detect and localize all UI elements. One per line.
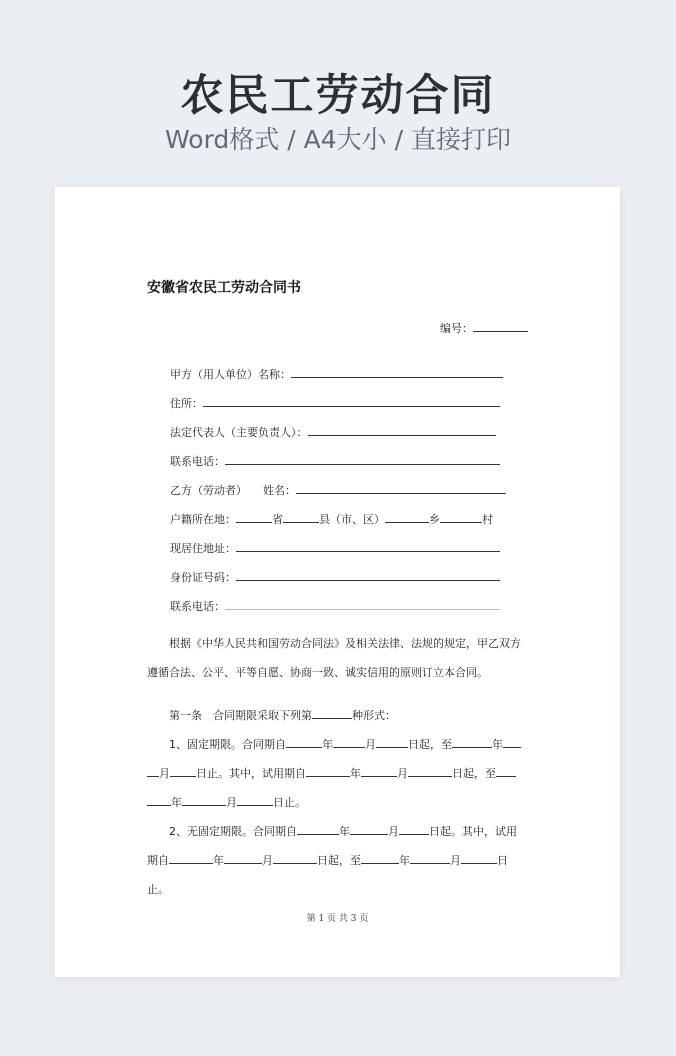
fill-line: [440, 510, 482, 523]
field-label: 姓名：: [263, 484, 296, 497]
field-label: 乙方（劳动者）: [170, 484, 247, 497]
field-label: 村: [482, 513, 493, 526]
field-label: 甲方（用人单位）名称：: [170, 368, 291, 381]
field-label: 联系电话：: [170, 455, 225, 468]
field-label: 身份证号码：: [170, 571, 236, 584]
fill-line: [225, 452, 500, 465]
field-label: 县（市、区）: [319, 513, 385, 526]
fill-line: [225, 597, 500, 610]
fill-line: [385, 510, 429, 523]
document-title: 安徽省农民工劳动合同书: [147, 280, 301, 296]
banner-title: 农民工劳动合同: [180, 71, 496, 121]
fill-line: [236, 510, 272, 523]
fill-line: [296, 481, 506, 494]
fill-line: [236, 539, 500, 552]
field-label: 住所：: [170, 397, 203, 410]
fill-line: [203, 394, 500, 407]
field-label: 省: [272, 513, 283, 526]
field-address: [170, 394, 500, 411]
field-hukou: [170, 510, 493, 527]
article-1-item-2-end: 止。: [147, 883, 169, 896]
article-1-item-2-cont: 期自 年 月 日起，至 年 月 日: [147, 846, 531, 875]
preamble-line: 根据《中华人民共和国劳动合同法》及相关法律、法规的规定，甲乙双方: [169, 637, 521, 650]
field-label: 法定代表人（主要负责人）：: [170, 426, 308, 439]
page-footer: 第 1 页 共 3 页: [306, 914, 369, 924]
preamble-line: 遵循合法、公平、平等自愿、协商一致、诚实信用的原则订立本合同。: [147, 666, 488, 679]
fill-line: [283, 510, 319, 523]
field-label: 乡: [429, 513, 440, 526]
banner-subtitle: Word格式 / A4大小 / 直接打印: [165, 125, 511, 154]
field-party-b: [170, 481, 506, 498]
field-party-a-name: [170, 365, 503, 382]
field-phone-a: [170, 452, 500, 469]
field-id-number: [170, 568, 500, 585]
article-1-item-1-end: 年 月 日止。: [147, 788, 531, 817]
fill-line: [308, 423, 496, 436]
field-phone-b: [170, 597, 500, 614]
article-1-item-1: 1、固定期限。合同期自 年 月 日起，至 年: [147, 730, 531, 759]
field-current-address: [170, 539, 500, 556]
contract-number: [440, 319, 528, 336]
article-1-item-2: 2、无固定期限。合同期自 年 月 日起。其中，试用: [147, 817, 531, 846]
document-page: [55, 187, 620, 977]
field-legal-rep: [170, 423, 496, 440]
preamble: [147, 629, 531, 687]
field-label: 户籍所在地：: [170, 513, 236, 526]
contract-number-label: 编号：: [440, 322, 473, 335]
article-1-item-1-cont: 月 日止。其中，试用期自 年 月 日起，至: [147, 759, 531, 788]
field-label: 联系电话：: [170, 600, 225, 613]
field-label: 现居住地址：: [170, 542, 236, 555]
fill-line: [236, 568, 500, 581]
article-1: [147, 701, 531, 904]
article-1-heading: 第一条 合同期限采取下列第 种形式：: [147, 701, 531, 730]
contract-number-line: [473, 319, 528, 332]
fill-line: [291, 365, 503, 378]
